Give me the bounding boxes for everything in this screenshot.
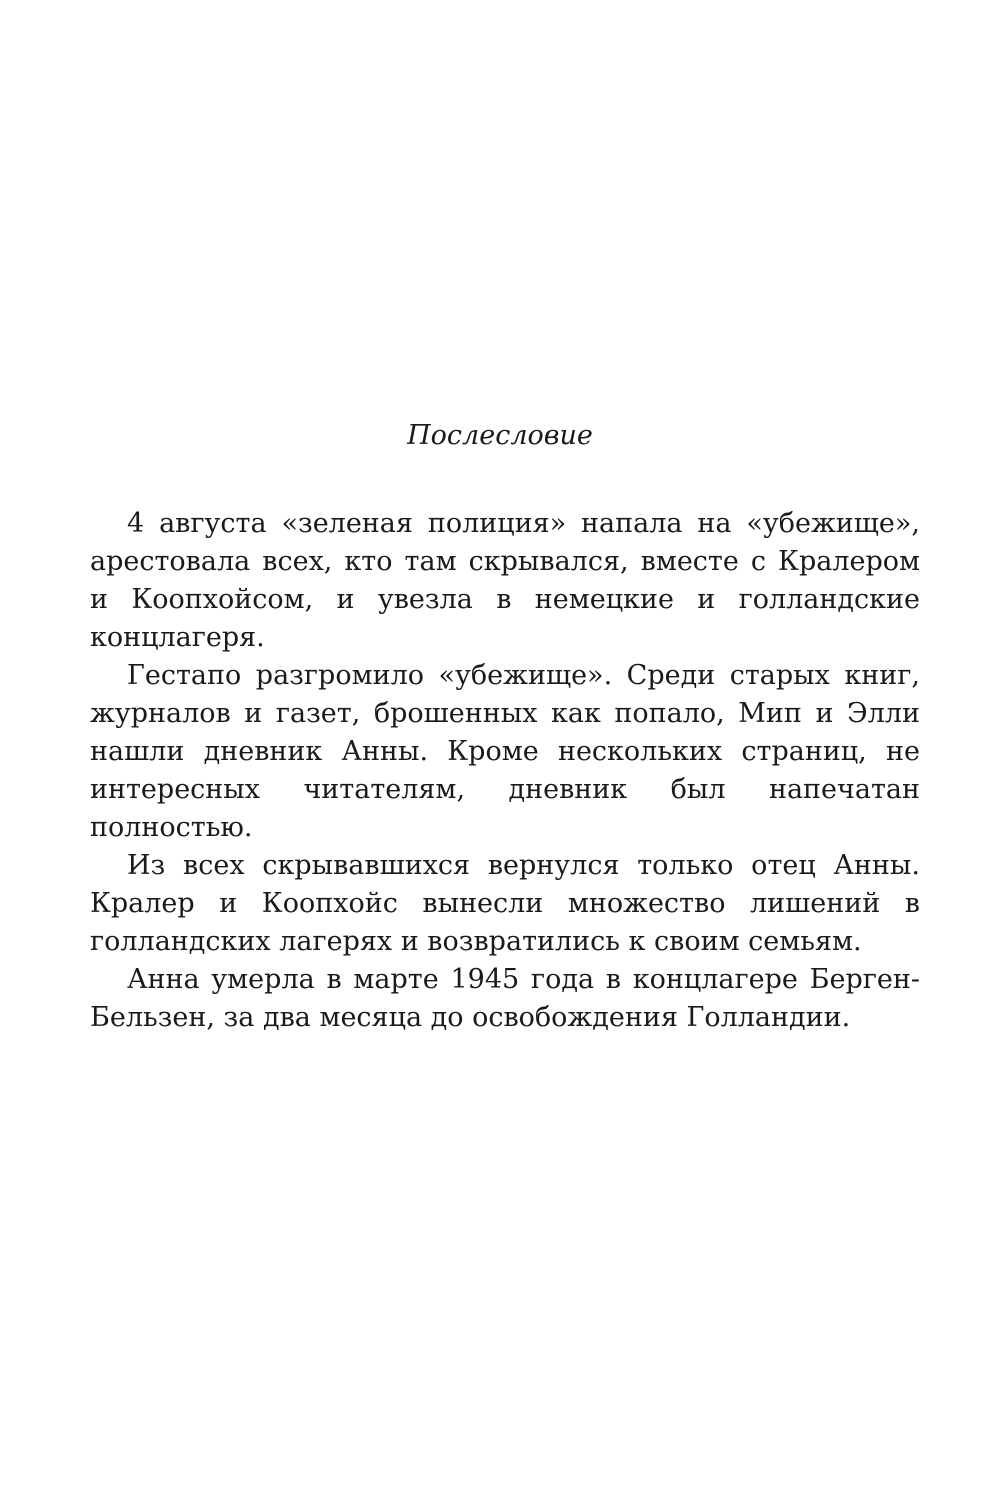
- paragraph: Гестапо разгромило «убежище». Среди старых книг, журналов и газет, брошенных как попало, Мип и Элли нашли дневник Анны. Кроме нескольких страниц, не интересных читателям, дневник был напечатан полностью.: [90, 660, 920, 843]
- body-text: [90, 505, 920, 1037]
- paragraph: Анна умерла в марте 1945 года в концлагере Берген-Бельзен, за два месяца до освобождения Голландии.: [90, 964, 920, 1033]
- paragraph: 4 августа «зеленая полиция» напала на «убежище», арестовала всех, кто там скрывался, вместе с Кралером и Коопхойсом, и увезла в немецкие и голландские концлагеря.: [90, 508, 920, 653]
- paragraph: Из всех скрывавшихся вернулся только отец Анны. Кралер и Коопхойс вынесли множество лишений в голландских лагерях и возвратились к своим семьям.: [90, 850, 920, 957]
- section-title: Послесловие: [407, 420, 593, 451]
